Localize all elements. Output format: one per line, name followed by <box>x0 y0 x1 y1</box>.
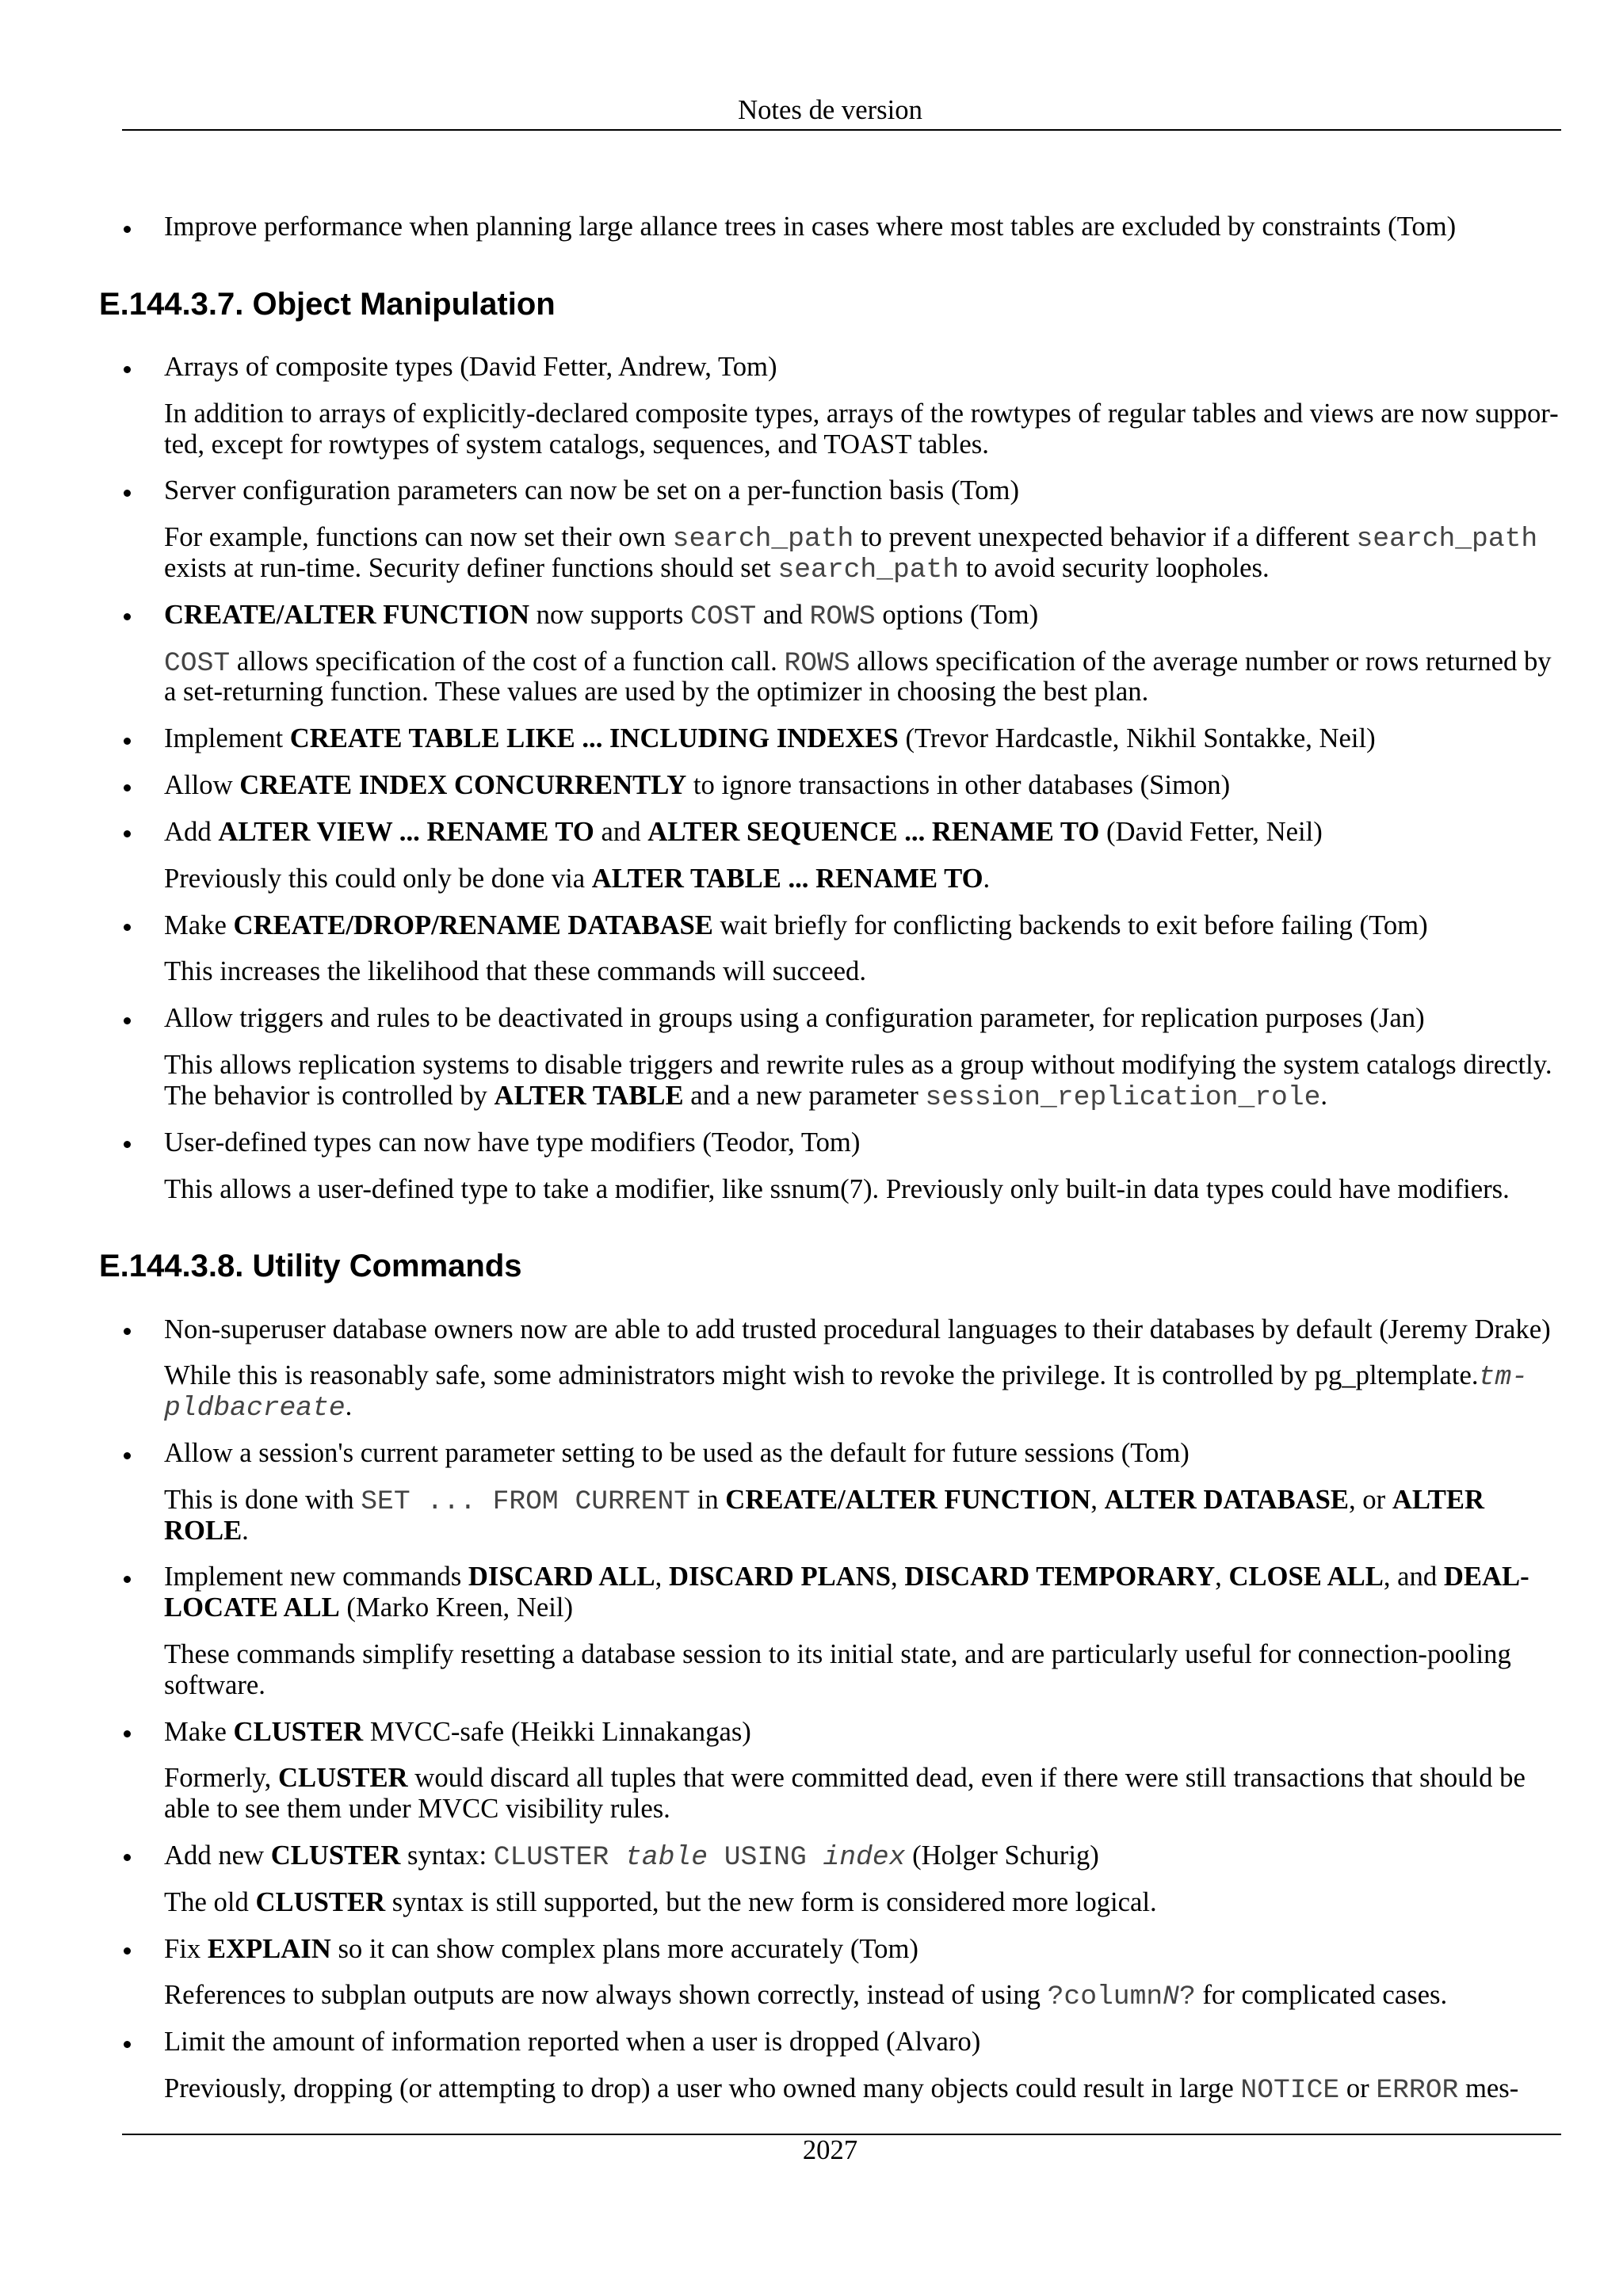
paragraph <box>164 1639 1561 1700</box>
text-line <box>164 399 1561 429</box>
text-run: syntax is still supported, but the new form is considered more logical. <box>385 1886 1157 1917</box>
text-run: options (Tom) <box>875 599 1039 630</box>
text-run: While this is reasonably safe, some administrators might wish to revoke the privilege. It is controlled by pg_pltemplate. <box>164 1360 1479 1391</box>
bullet-item <box>164 600 1561 631</box>
text-line <box>164 910 1561 941</box>
text-run: , <box>655 1562 669 1592</box>
text-run: (Trevor Hardcastle, Nikhil Sontakke, Neil) <box>898 723 1376 754</box>
text-run: References to subplan outputs are now always shown correctly, instead of using <box>164 1980 1048 2011</box>
text-line <box>164 1670 1561 1701</box>
text-run: mes- <box>1458 2073 1519 2104</box>
bold-text: CLUSTER <box>233 1716 364 1747</box>
text-run: . <box>345 1391 353 1422</box>
bullet-item <box>164 1717 1561 1748</box>
bullet-icon <box>124 1141 131 1148</box>
text-run: Implement new commands <box>164 1562 468 1592</box>
code-text: CLUSTER <box>493 1841 626 1873</box>
text-line <box>164 522 1561 553</box>
text-run: and <box>594 816 648 847</box>
bullet-icon <box>124 784 131 791</box>
text-run: Make <box>164 1716 234 1747</box>
text-run: User-defined types can now have type modifiers (Teodor, Tom) <box>164 1127 861 1158</box>
text-line <box>164 1485 1561 1516</box>
text-run: Improve performance when planning large allance trees in cases where most tables are excluded by constraints (Tom) <box>164 212 1457 242</box>
bullet-icon <box>124 1017 131 1024</box>
bullet-item <box>164 1003 1561 1034</box>
text-line <box>164 600 1561 631</box>
text-run: allows specification of the cost of a function call. <box>230 646 785 677</box>
paragraph <box>164 1763 1561 1824</box>
text-line <box>164 864 1561 894</box>
bold-text: ROLE <box>164 1515 242 1546</box>
text-run: for complicated cases. <box>1195 1980 1448 2011</box>
paragraph <box>164 1174 1561 1205</box>
bold-text: DISCARD ALL <box>468 1562 655 1592</box>
text-run: Non-superuser database owners now are able to add trusted procedural languages to their databases by default (Jeremy Drake) <box>164 1314 1551 1344</box>
text-run: exists at run-time. Security definer functions should set <box>164 553 778 583</box>
bold-text: DEAL- <box>1443 1562 1529 1592</box>
bold-text: ALTER TABLE <box>494 1080 684 1111</box>
bullet-icon <box>124 830 131 837</box>
text-line <box>164 1840 1561 1871</box>
text-run: Make <box>164 910 234 940</box>
section-heading: E.144.3.7. Object Manipulation <box>99 286 556 322</box>
text-line <box>164 1562 1561 1592</box>
code-text: COST <box>690 601 757 632</box>
code-text: USING <box>708 1841 823 1873</box>
bullet-item <box>164 1562 1561 1623</box>
bold-text: ALTER TABLE ... RENAME TO <box>591 863 983 894</box>
text-run: Previously, dropping (or attempting to drop) a user who owned many objects could result in large <box>164 2073 1241 2104</box>
bold-text: CREATE/ALTER FUNCTION <box>164 599 529 630</box>
text-line <box>164 1717 1561 1748</box>
text-run: Allow triggers and rules to be deactivated in groups using a configuration parameter, for replication purposes (Jan) <box>164 1003 1425 1034</box>
text-line <box>164 1763 1561 1794</box>
text-run: Implement <box>164 723 290 754</box>
text-line <box>164 1003 1561 1034</box>
text-run: ted, except for rowtypes of system catalogs, sequences, and TOAST tables. <box>164 429 989 460</box>
text-run: For example, functions can now set their own <box>164 522 673 553</box>
paragraph <box>164 399 1561 460</box>
page-content <box>99 212 1561 2107</box>
text-line <box>164 1639 1561 1670</box>
text-line <box>164 770 1561 801</box>
text-run: , <box>1215 1562 1229 1592</box>
bullet-item <box>164 212 1561 242</box>
bullet-icon <box>124 226 131 233</box>
text-run: to avoid security loopholes. <box>959 553 1270 583</box>
running-header-title: Notes de version <box>738 95 922 125</box>
text-line <box>164 1081 1561 1112</box>
bullet-item <box>164 817 1561 848</box>
text-run: a set-returning function. These values are used by the optimizer in choosing the best plan. <box>164 677 1149 707</box>
bullet-item <box>164 1840 1561 1871</box>
bold-text: CREATE/DROP/RENAME DATABASE <box>233 910 713 940</box>
text-run: and a new parameter <box>683 1080 926 1111</box>
text-run: able to see them under MVCC visibility rules. <box>164 1794 670 1825</box>
text-line <box>164 1360 1561 1394</box>
bullet-icon <box>124 738 131 745</box>
text-line <box>164 1887 1561 1918</box>
text-line <box>164 212 1561 242</box>
code-italic-text: N <box>1163 1981 1179 2013</box>
text-run: The behavior is controlled by <box>164 1080 495 1111</box>
bold-text: CLOSE ALL <box>1228 1562 1384 1592</box>
code-italic-text: tm- <box>1478 1362 1528 1394</box>
text-line <box>164 1438 1561 1469</box>
bold-text: CLUSTER <box>255 1886 386 1917</box>
text-run: to prevent unexpected behavior if a different <box>854 522 1357 553</box>
text-line <box>164 1980 1561 2011</box>
bullet-item <box>164 910 1561 941</box>
code-text: ? <box>1178 1981 1196 2013</box>
text-line <box>164 553 1561 584</box>
text-line <box>164 352 1561 383</box>
text-run: , or <box>1348 1484 1392 1515</box>
text-line <box>164 475 1561 506</box>
text-run: Previously this could only be done via <box>164 863 592 894</box>
text-run: . <box>983 863 991 894</box>
code-text: search_path <box>777 555 960 585</box>
bullet-icon <box>124 1730 131 1737</box>
text-run: (Marko Kreen, Neil) <box>339 1592 574 1623</box>
paragraph <box>164 646 1561 707</box>
text-line <box>164 817 1561 848</box>
paragraph <box>164 1980 1561 2011</box>
bullet-icon <box>124 1947 131 1955</box>
text-run: allows specification of the average number or rows returned by <box>850 646 1552 677</box>
text-run: wait briefly for conflicting backends to exit before failing (Tom) <box>712 910 1428 940</box>
text-run: or <box>1339 2073 1377 2104</box>
text-run: syntax: <box>400 1840 494 1871</box>
text-run: MVCC-safe (Heikki Linnakangas) <box>363 1716 751 1747</box>
text-line <box>164 677 1561 707</box>
text-run: and <box>756 599 810 630</box>
bullet-icon <box>124 490 131 497</box>
bold-text: CREATE/ALTER FUNCTION <box>725 1484 1091 1515</box>
text-line <box>164 2027 1561 2058</box>
text-run: . <box>242 1515 249 1546</box>
bullet-item <box>164 1314 1561 1345</box>
bold-text: EXPLAIN <box>207 1933 331 1964</box>
text-line <box>164 429 1561 460</box>
text-run: Server configuration parameters can now be set on a per-function basis (Tom) <box>164 475 1020 506</box>
text-run: This is done with <box>164 1484 361 1515</box>
text-run: Allow <box>164 770 240 801</box>
page-number: 2027 <box>802 2135 858 2165</box>
text-run: This allows replication systems to disable triggers and rewrite rules as a group without modifying the system catalogs directly. <box>164 1050 1552 1081</box>
code-text: NOTICE <box>1240 2075 1340 2107</box>
code-italic-text: pldbacreate <box>164 1393 346 1425</box>
text-line <box>164 1934 1561 1965</box>
bold-text: LOCATE ALL <box>164 1592 340 1623</box>
bold-text: DISCARD PLANS <box>668 1562 892 1592</box>
text-line <box>164 1314 1561 1345</box>
text-run: in <box>690 1484 726 1515</box>
text-run: , <box>891 1562 905 1592</box>
code-italic-text: table <box>625 1841 708 1873</box>
header-rule <box>122 129 1561 131</box>
text-run: Limit the amount of information reported when a user is dropped (Alvaro) <box>164 2027 981 2058</box>
bullet-icon <box>124 1452 131 1459</box>
text-line <box>164 1516 1561 1547</box>
text-run: Formerly, <box>164 1763 278 1794</box>
text-line <box>164 956 1561 987</box>
bold-text: CREATE INDEX CONCURRENTLY <box>239 770 687 801</box>
text-line <box>164 1794 1561 1825</box>
paragraph <box>164 864 1561 894</box>
text-run: Add new <box>164 1840 271 1871</box>
text-run: now supports <box>529 599 691 630</box>
paragraph <box>164 1360 1561 1425</box>
bold-text: CLUSTER <box>270 1840 401 1871</box>
code-text: ROWS <box>784 647 850 679</box>
code-text: COST <box>164 647 231 679</box>
text-run: These commands simplify resetting a database session to its initial state, and are particularly useful for connection-pooling <box>164 1638 1511 1669</box>
bullet-icon <box>124 613 131 620</box>
text-run: (David Fetter, Neil) <box>1099 816 1323 847</box>
text-run: The old <box>164 1886 256 1917</box>
bold-text: ALTER <box>1392 1484 1484 1515</box>
text-run: , and <box>1383 1562 1444 1592</box>
paragraph <box>164 956 1561 987</box>
bullet-item <box>164 1438 1561 1469</box>
paragraph <box>164 1050 1561 1111</box>
text-line <box>164 1174 1561 1205</box>
bold-text: ALTER VIEW ... RENAME TO <box>218 816 594 847</box>
paragraph <box>164 522 1561 583</box>
text-run: This allows a user-defined type to take a modifier, like ssnum(7). Previously only built-in data types could have modifiers. <box>164 1173 1510 1204</box>
text-run: software. <box>164 1669 265 1700</box>
text-line <box>164 723 1561 754</box>
bullet-icon <box>124 1576 131 1583</box>
paragraph <box>164 2073 1561 2107</box>
code-text: search_path <box>1356 524 1538 555</box>
bullet-item <box>164 352 1561 383</box>
section-heading: E.144.3.8. Utility Commands <box>99 1249 522 1284</box>
bullet-item <box>164 1127 1561 1158</box>
bold-text: ALTER DATABASE <box>1104 1484 1349 1515</box>
text-run: Arrays of composite types (David Fetter, Andrew, Tom) <box>164 352 777 383</box>
code-text: ROWS <box>809 601 876 632</box>
text-run: (Holger Schurig) <box>905 1840 1099 1871</box>
text-run: In addition to arrays of explicitly-declared composite types, arrays of the rowtypes of regular tables and views are now suppor- <box>164 398 1559 429</box>
bold-text: CREATE TABLE LIKE ... INCLUDING INDEXES <box>289 723 899 754</box>
bullet-item <box>164 2027 1561 2058</box>
bold-text: CLUSTER <box>278 1763 408 1794</box>
bullet-icon <box>124 366 131 373</box>
text-line <box>164 2073 1561 2107</box>
text-run: to ignore transactions in other databases (Simon) <box>686 770 1231 801</box>
bullet-icon <box>124 2041 131 2048</box>
text-run: Add <box>164 816 219 847</box>
text-run: Fix <box>164 1933 208 1964</box>
text-line <box>164 1127 1561 1158</box>
bullet-item <box>164 1934 1561 1965</box>
text-run: would discard all tuples that were committed dead, even if there were still transactions that should be <box>407 1763 1526 1794</box>
code-text: SET ... FROM CURRENT <box>361 1486 691 1517</box>
paragraph <box>164 1485 1561 1546</box>
text-run: , <box>1090 1484 1105 1515</box>
bullet-item <box>164 475 1561 506</box>
text-run: Allow a session's current parameter setting to be used as the default for future sessions (Tom) <box>164 1438 1190 1468</box>
text-line <box>164 1391 1561 1425</box>
bullet-icon <box>124 924 131 931</box>
bullet-item <box>164 770 1561 801</box>
code-text: ERROR <box>1376 2075 1459 2107</box>
code-text: session_replication_role <box>925 1081 1321 1113</box>
bullet-item <box>164 723 1561 754</box>
text-run: This increases the likelihood that these commands will succeed. <box>164 956 866 987</box>
text-line <box>164 1050 1561 1081</box>
bold-text: DISCARD TEMPORARY <box>904 1562 1216 1592</box>
text-line <box>164 646 1561 677</box>
bold-text: ALTER SEQUENCE ... RENAME TO <box>647 816 1100 847</box>
text-line <box>164 1592 1561 1623</box>
bullet-icon <box>124 1854 131 1861</box>
paragraph <box>164 1887 1561 1918</box>
code-text: search_path <box>672 524 854 555</box>
code-italic-text: index <box>823 1841 906 1873</box>
code-text: ?column <box>1047 1981 1163 2013</box>
text-run: . <box>1320 1080 1328 1111</box>
text-run: so it can show complex plans more accurately (Tom) <box>330 1933 918 1964</box>
bullet-icon <box>124 1328 131 1335</box>
